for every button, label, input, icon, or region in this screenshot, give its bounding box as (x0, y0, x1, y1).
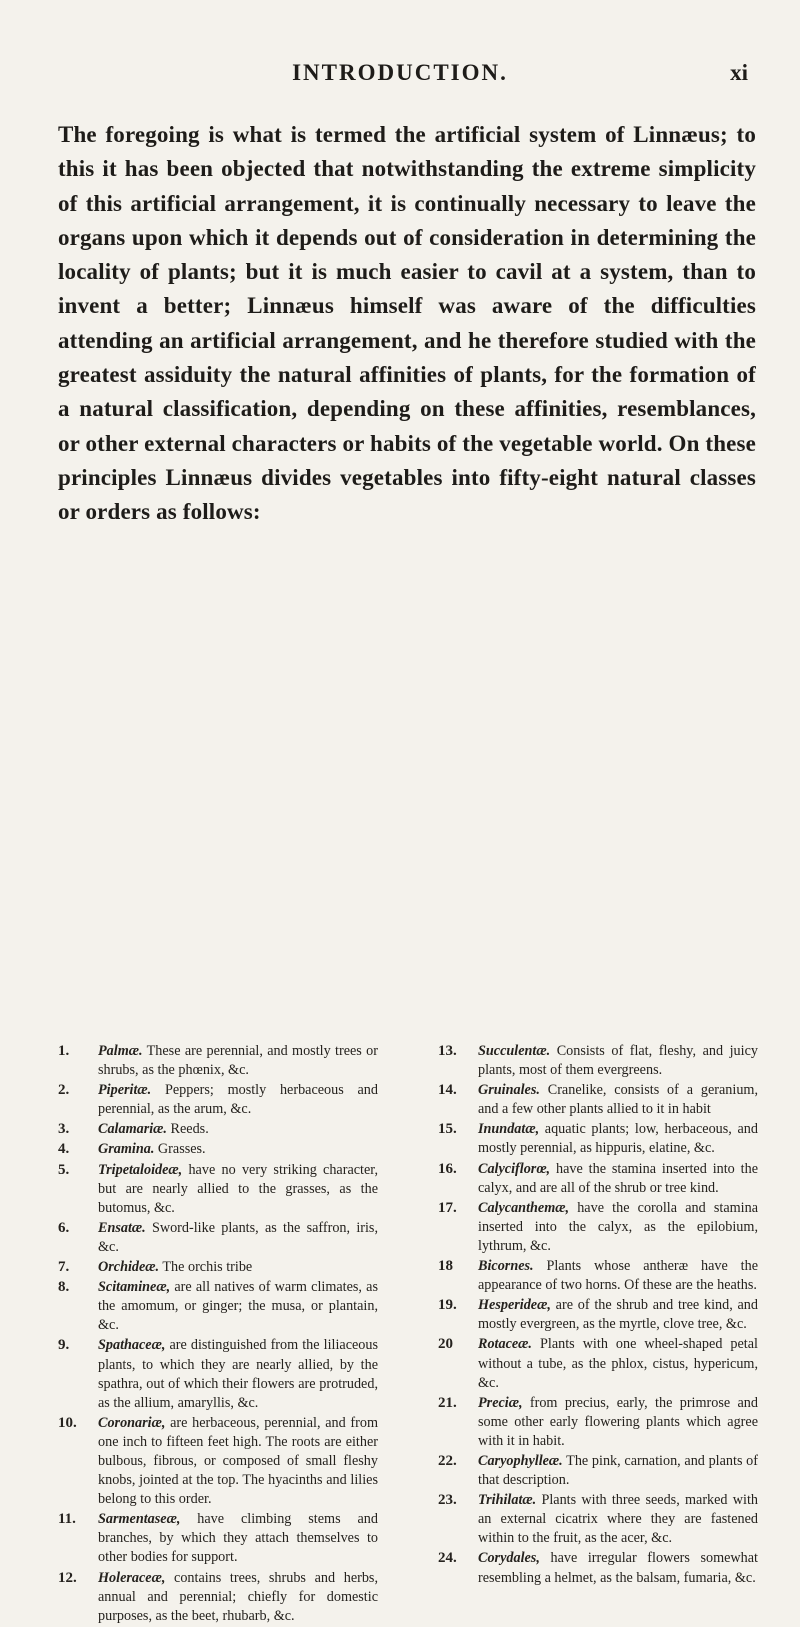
order-number: 16. (438, 1160, 457, 1177)
order-entry (438, 1549, 758, 1587)
order-description: Plants with one wheel-shaped petal without a tube, as the phlox, cistus, hypericum, &c. (478, 1336, 758, 1391)
order-number: 2. (58, 1082, 70, 1099)
order-name: Preciæ, (478, 1394, 523, 1411)
order-entry (58, 1278, 378, 1335)
order-name: Sarmentaseæ, (98, 1511, 181, 1528)
order-number: 12. (58, 1569, 77, 1586)
order-name: Trihilatæ. (478, 1492, 537, 1509)
order-description: have the stamina inserted into the calyx, and are all of the shrub or tree kind. (478, 1160, 758, 1196)
order-number: 13. (438, 1043, 457, 1059)
order-name: Gruinales. (478, 1082, 540, 1099)
order-number: 5. (58, 1161, 70, 1178)
order-description: Sword-like plants, as the saffron, iris, &c. (98, 1219, 378, 1255)
running-header (0, 58, 800, 90)
order-entry (438, 1081, 758, 1119)
order-description: contains trees, shrubs and herbs, annual and perennial; chiefly for domestic purposes, as the beet, rhubarb, &c. (98, 1569, 378, 1624)
order-name: Caryophylleæ. (478, 1452, 563, 1469)
order-description: are all natives of warm climates, as the amomum, or ginger; the musa, or plantain, &c. (98, 1279, 378, 1334)
order-name: Gramina. (98, 1141, 155, 1158)
order-description: have no very striking character, but are nearly allied to the grasses, as the butomus, &c. (98, 1161, 378, 1216)
order-entry (58, 1042, 378, 1080)
order-name: Succulentæ. (478, 1043, 551, 1059)
order-number: 19. (438, 1297, 457, 1314)
order-name: Tripetaloideæ, (98, 1161, 183, 1178)
order-name: Holeraceæ, (98, 1569, 166, 1586)
order-entry (438, 1335, 758, 1392)
order-number: 24. (438, 1550, 457, 1567)
order-description: have the corolla and stamina inserted into the calyx, as the epilobium, lythrum, &c. (478, 1199, 758, 1254)
order-name: Palmæ. (98, 1043, 143, 1059)
order-description: Reeds. (166, 1121, 209, 1138)
order-number: 9. (58, 1337, 70, 1354)
order-description: Consists of flat, fleshy, and juicy plants, most of them evergreens. (478, 1043, 758, 1079)
order-entry (438, 1394, 758, 1451)
order-description: Grasses. (154, 1141, 206, 1158)
order-number: 1. (58, 1043, 70, 1059)
order-description: from precius, early, the primrose and some other early flowering plants which agree with it in habit. (478, 1394, 758, 1449)
order-entry (58, 1219, 378, 1257)
order-entry (438, 1120, 758, 1158)
left-column (58, 1042, 378, 1627)
order-entry (58, 1161, 378, 1218)
order-description: have irregular flowers somewhat resembling a helmet, as the balsam, fumaria, &c. (478, 1550, 758, 1586)
order-number: 18 (438, 1258, 453, 1275)
order-description: are of the shrub and tree kind, and mostly evergreen, as the myrtle, clove tree, &c. (478, 1297, 758, 1333)
order-number: 15. (438, 1121, 457, 1138)
order-number: 7. (58, 1259, 70, 1276)
order-number: 6. (58, 1219, 70, 1236)
order-description: have climbing stems and branches, by which they attach themselves to other bodies for support. (98, 1511, 378, 1566)
page-title: INTRODUCTION. (292, 60, 508, 85)
order-description: These are perennial, and mostly trees or shrubs, as the phœnix, &c. (98, 1043, 378, 1079)
order-number: 22. (438, 1452, 457, 1469)
order-name: Corydales, (478, 1550, 540, 1567)
order-entry (438, 1160, 758, 1198)
order-number: 20 (438, 1336, 453, 1353)
order-number: 21. (438, 1394, 457, 1411)
order-description: are herbaceous, perennial, and from one inch to fifteen feet high. The roots are either bulbous, fibrous, or composed of small fleshy knobs, jointed at the top. The hyacinths and lilies belong to this order. (98, 1414, 378, 1508)
order-number: 11. (58, 1511, 76, 1528)
order-description: Plants with three seeds, marked with an external cicatrix where they are fastened within to the fruit, as the acer, &c. (478, 1492, 758, 1547)
order-entry (58, 1569, 378, 1626)
order-number: 10. (58, 1414, 77, 1431)
order-entry (438, 1042, 758, 1080)
order-number: 8. (58, 1279, 70, 1296)
order-name: Spathaceæ, (98, 1337, 166, 1354)
order-description: are distinguished from the liliaceous plants, to which they are nearly allied, by the spathra, out of which their flowers are protruded, as the allium, amaryllis, &c. (98, 1337, 378, 1411)
order-description: Cranelike, consists of a geranium, and a few other plants allied to it in habit (478, 1082, 758, 1118)
order-description: The pink, carnation, and plants of that description. (478, 1452, 758, 1489)
order-name: Calyciflorœ, (478, 1160, 551, 1177)
order-entry (58, 1140, 378, 1159)
order-number: 17. (438, 1199, 457, 1216)
order-description: Peppers; mostly herbaceous and perennial, as the arum, &c. (98, 1082, 378, 1118)
order-name: Piperitæ. (98, 1082, 152, 1099)
intro-paragraph: The foregoing is what is termed the artificial system of Linnæus; to this it has been objected that notwithstanding the extreme simplicity of this artificial arrangement, it is continually necessary to leave the organs upon which it depends out of consideration in determining the locality of plants; but it is much easier to cavil at a system, than to invent a better; Linnæus himself was aware of the difficulties attending an artificial arrangement, and he therefore studied with the greatest assiduity the natural affinities of plants, for the formation of a natural classification, depending on these affinities, resemblances, or other external characters or habits of the vegetable world. On these principles Linnæus divides vegetables into fifty-eight natural classes or orders as follows: (58, 122, 756, 525)
order-entry (438, 1199, 758, 1256)
order-entry (438, 1257, 758, 1295)
order-entry (58, 1336, 378, 1412)
order-description: aquatic plants; low, herbaceous, and mostly perennial, as hippuris, elatine, &c. (478, 1121, 758, 1157)
order-entry (438, 1491, 758, 1548)
order-name: Bicornes. (478, 1258, 534, 1275)
order-description: The orchis tribe (159, 1259, 253, 1276)
page-number: xi (730, 60, 748, 85)
order-entry (58, 1510, 378, 1567)
order-entry (58, 1414, 378, 1509)
order-entry (438, 1296, 758, 1334)
order-name: Calamariæ. (98, 1121, 167, 1138)
order-number: 14. (438, 1082, 457, 1099)
order-name: Hesperideæ, (478, 1297, 551, 1314)
order-number: 4. (58, 1141, 70, 1158)
order-entry (58, 1081, 378, 1119)
order-name: Calycanthemæ, (478, 1199, 570, 1216)
order-entry (438, 1452, 758, 1490)
order-name: Orchideæ. (98, 1259, 160, 1276)
right-column (438, 1042, 758, 1589)
order-name: Inundatæ, (478, 1121, 540, 1138)
order-name: Scitamineæ, (98, 1279, 171, 1296)
order-name: Rotaceæ. (478, 1336, 532, 1353)
order-entry (58, 1258, 378, 1277)
order-entry (58, 1120, 378, 1139)
order-name: Coronariæ, (98, 1414, 166, 1431)
order-name: Ensatæ. (98, 1219, 146, 1236)
order-description: Plants whose antheræ have the appearance of two horns. Of these are the heaths. (478, 1258, 758, 1294)
order-number: 23. (438, 1492, 457, 1509)
order-number: 3. (58, 1121, 70, 1138)
